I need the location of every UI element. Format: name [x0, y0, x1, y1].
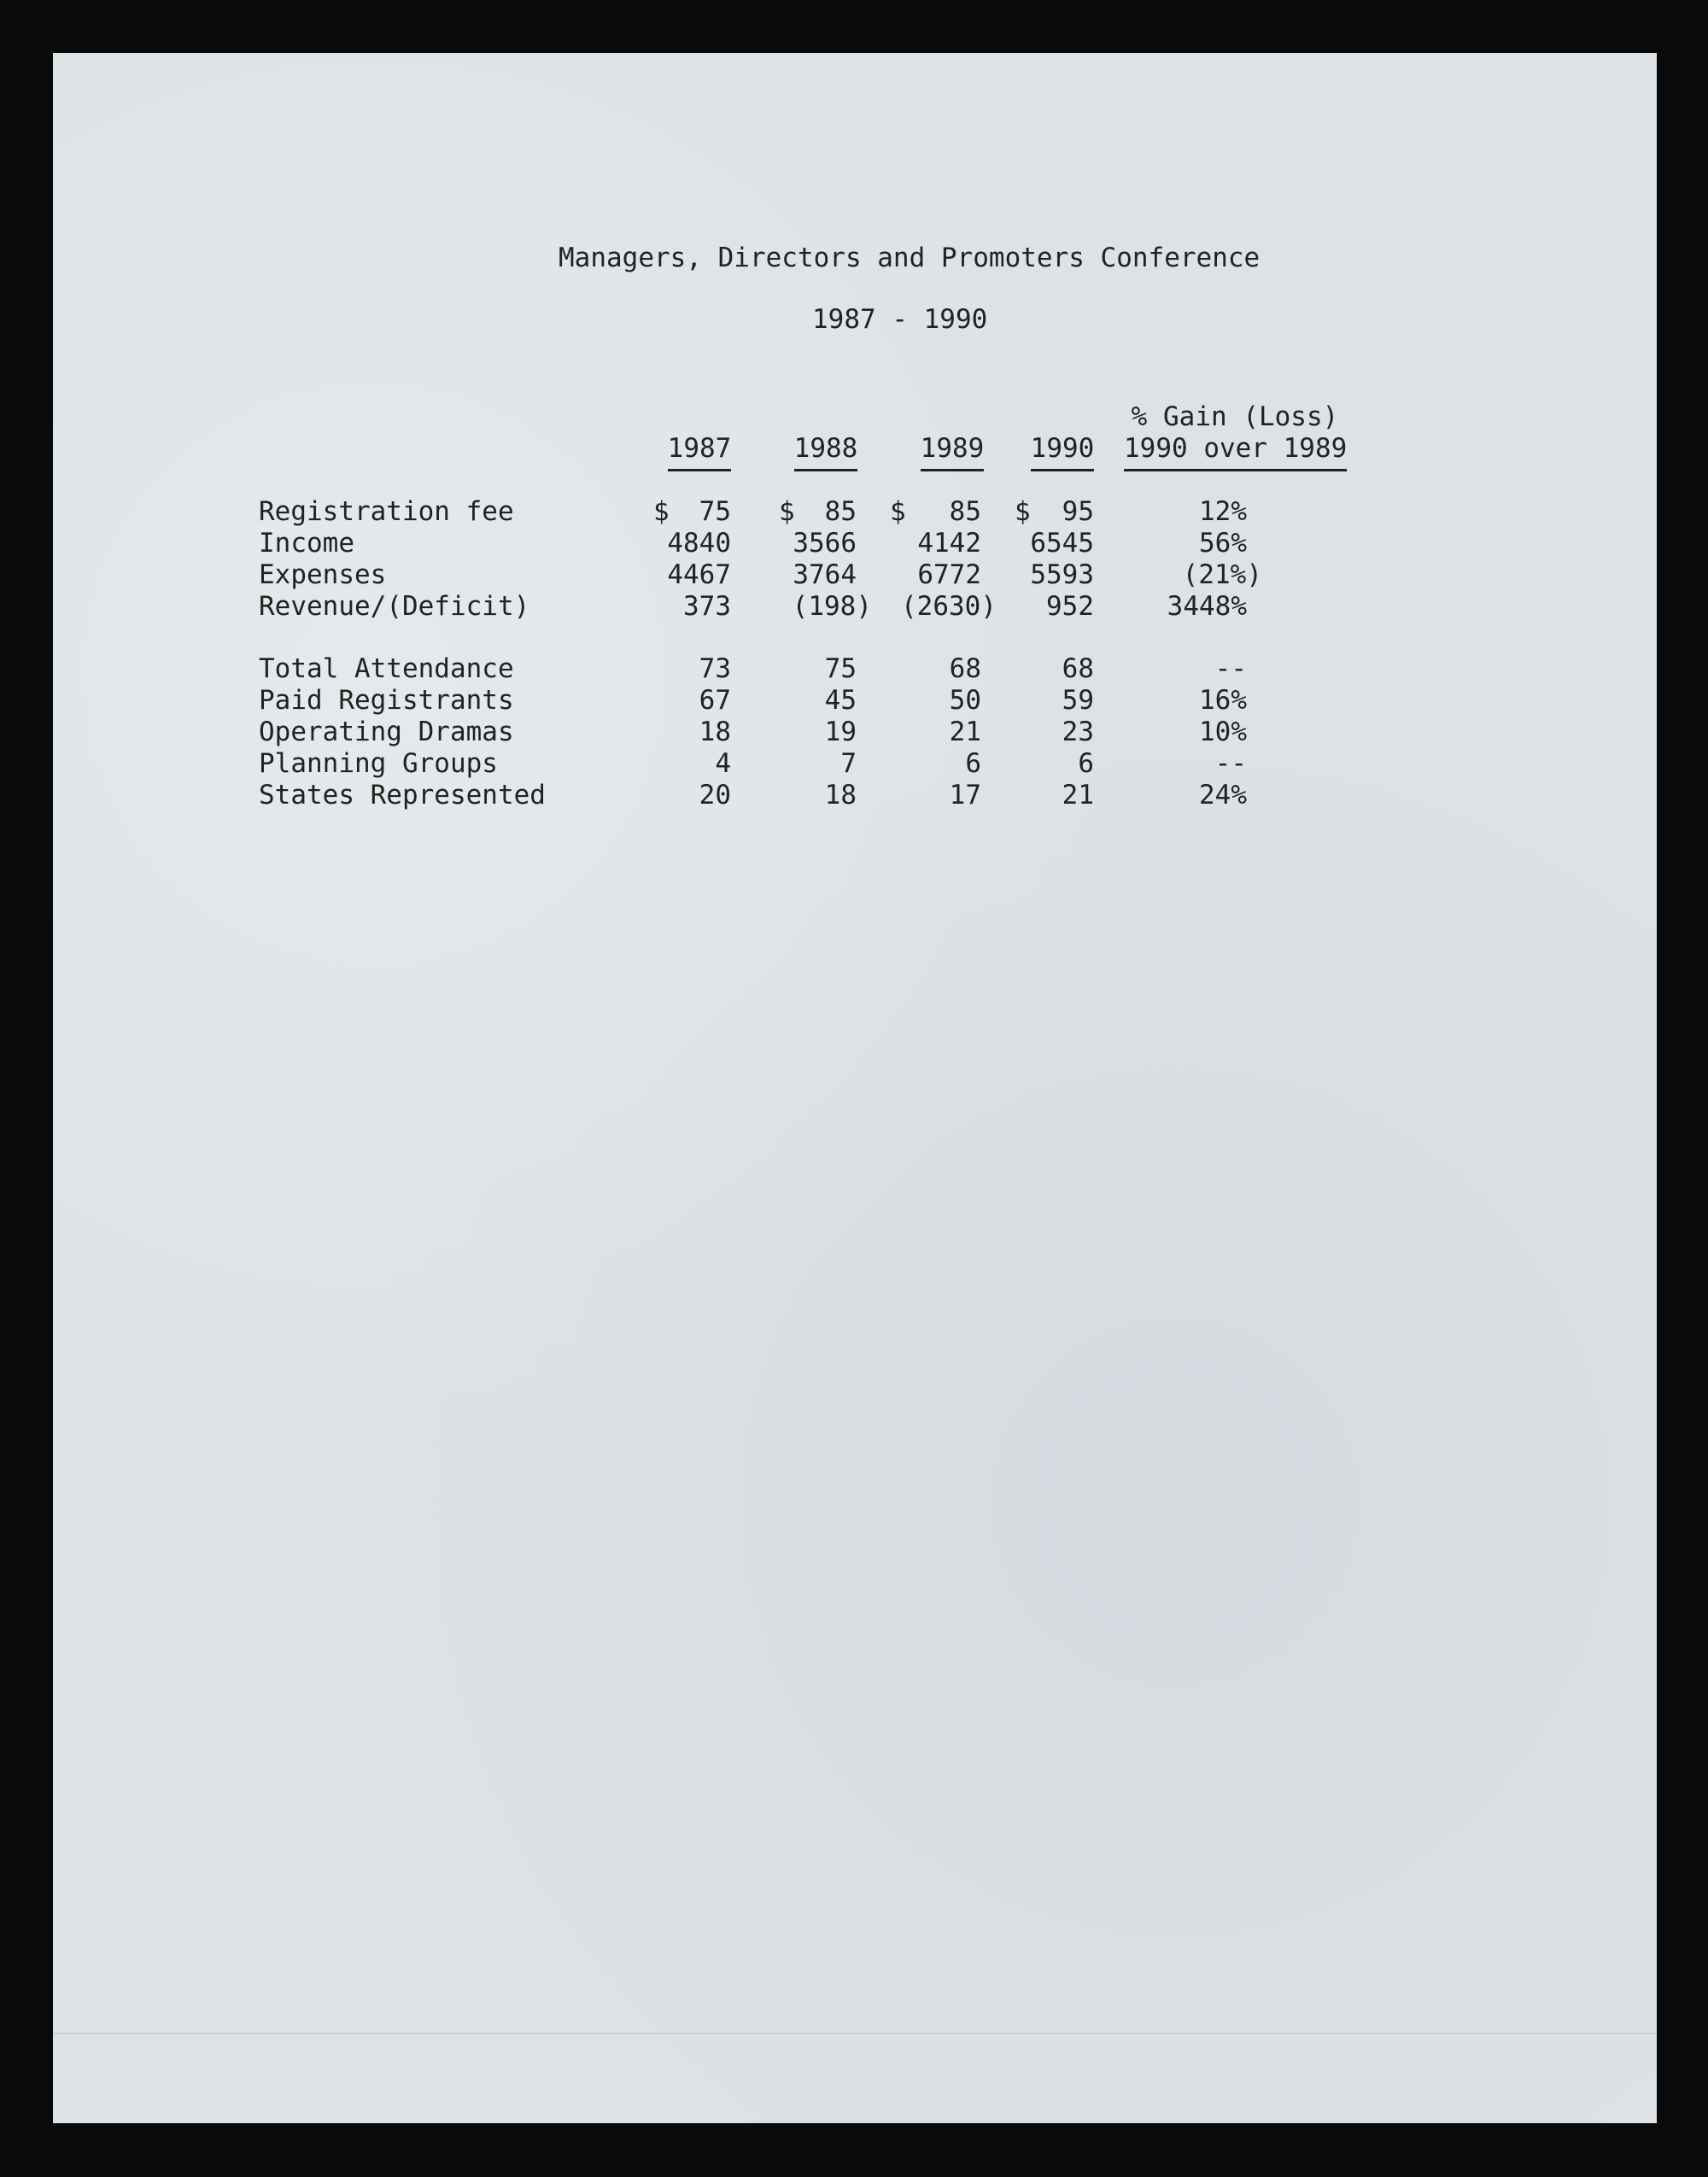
- cell-1990: 21: [1062, 780, 1094, 811]
- row-label: Revenue/(Deficit): [259, 591, 530, 622]
- cell-1988: 45: [824, 685, 857, 716]
- cell-gain: 56%: [1199, 528, 1247, 559]
- document-title: Managers, Directors and Promoters Conference: [559, 243, 1261, 273]
- row-label: Planning Groups: [259, 748, 498, 779]
- cell-1987: 20: [699, 780, 731, 811]
- currency-symbol-1987: $: [653, 496, 670, 527]
- cell-1989: 4142: [917, 528, 981, 559]
- cell-1988: 18: [824, 780, 857, 811]
- paper-page: [53, 53, 1657, 2123]
- cell-1989: 68: [949, 653, 981, 684]
- cell-1987: 4840: [667, 528, 731, 559]
- cell-1990: 6: [1078, 748, 1094, 779]
- cell-1989: (2630): [901, 591, 997, 622]
- cell-1989: 21: [949, 717, 981, 747]
- cell-1990: 23: [1062, 717, 1094, 747]
- gain-header-line2: 1990 over 1989: [1124, 436, 1346, 462]
- cell-1988: (198): [792, 591, 872, 622]
- cell-gain: 16%: [1199, 685, 1247, 716]
- cell-1990: 6545: [1030, 528, 1094, 559]
- cell-gain: (21%): [1182, 559, 1262, 590]
- cell-1988: 19: [824, 717, 857, 747]
- cell-1989: 85: [949, 496, 981, 527]
- cell-1987: 373: [683, 591, 731, 622]
- cell-1987: 18: [699, 717, 731, 747]
- row-label: Paid Registrants: [259, 685, 514, 716]
- cell-1989: 50: [949, 685, 981, 716]
- column-header-1989: 1989: [918, 436, 986, 462]
- row-label: Expenses: [259, 559, 387, 590]
- cell-1988: 85: [824, 496, 857, 527]
- document-date-range: 1987 - 1990: [812, 304, 988, 335]
- cell-1987: 73: [699, 653, 731, 684]
- gain-header-line1: % Gain (Loss): [1131, 401, 1339, 432]
- cell-1989: 6772: [917, 559, 981, 590]
- row-label: Registration fee: [259, 496, 514, 527]
- cell-1990: 952: [1046, 591, 1094, 622]
- cell-1988: 3764: [793, 559, 857, 590]
- column-header-1988: 1988: [792, 436, 860, 462]
- row-label: Income: [259, 528, 354, 559]
- cell-1988: 7: [840, 748, 857, 779]
- cell-1987: 75: [699, 496, 731, 527]
- cell-1990: 59: [1062, 685, 1094, 716]
- column-header-1987: 1987: [665, 436, 734, 462]
- row-label: Total Attendance: [259, 653, 514, 684]
- cell-gain: 24%: [1199, 780, 1247, 811]
- cell-gain: 12%: [1199, 496, 1247, 527]
- currency-symbol-1989: $: [890, 496, 906, 527]
- cell-1990: 5593: [1030, 559, 1094, 590]
- cell-1988: 75: [824, 653, 857, 684]
- cell-1987: 4: [715, 748, 731, 779]
- scan-edge-line: [53, 2033, 1657, 2034]
- column-header-1990: 1990: [1028, 436, 1097, 462]
- cell-gain: 3448%: [1167, 591, 1247, 622]
- cell-1990: 95: [1062, 496, 1094, 527]
- currency-symbol-1990: $: [1015, 496, 1031, 527]
- cell-1990: 68: [1062, 653, 1094, 684]
- cell-gain: --: [1214, 653, 1247, 684]
- cell-1987: 67: [699, 685, 731, 716]
- cell-gain: --: [1214, 748, 1247, 779]
- cell-1989: 17: [949, 780, 981, 811]
- cell-gain: 10%: [1199, 717, 1247, 747]
- cell-1987: 4467: [667, 559, 731, 590]
- currency-symbol-1988: $: [779, 496, 795, 527]
- row-label: States Represented: [259, 780, 546, 811]
- cell-1988: 3566: [793, 528, 857, 559]
- cell-1989: 6: [965, 748, 981, 779]
- row-label: Operating Dramas: [259, 717, 514, 747]
